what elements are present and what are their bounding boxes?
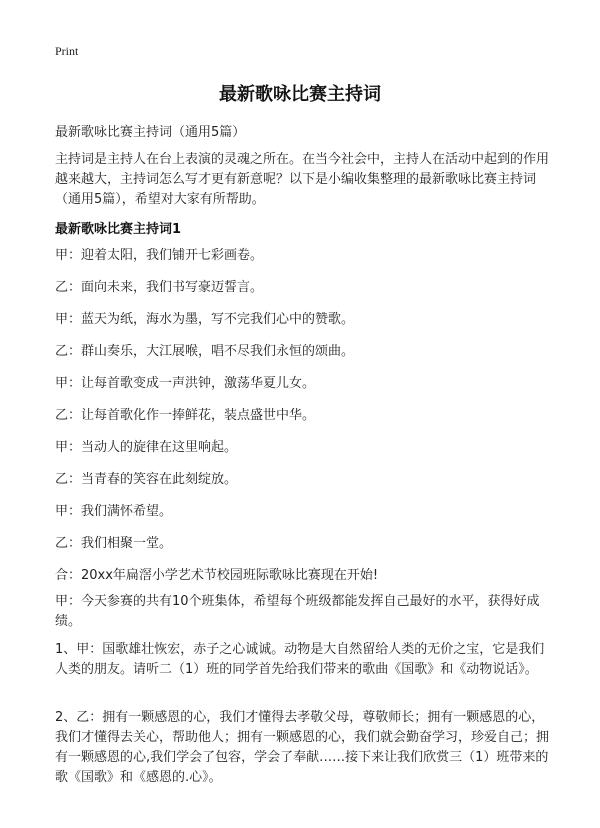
dialogue-line: 甲：让每首歌变成一声洪钟，激荡华夏儿女。 [55,376,316,391]
dialogue-line: 甲：蓝天为纸，海水为墨，写不完我们心中的赞歌。 [55,312,355,327]
section-heading: 最新歌咏比赛主持词1 [55,222,182,237]
dialogue-line: 甲：当动人的旋律在这里响起。 [55,440,238,455]
dialogue-line: 乙：当青春的笑容在此刻绽放。 [55,472,238,487]
paragraph: 甲：今天参赛的共有10个班集体，希望每个班级都能发挥自己最好的水平，获得好成绩。 [55,594,540,629]
intro-paragraph: 主持词是主持人在台上表演的灵魂之所在。在当今社会中，主持人在活动中起到的作用越来越大，主持词怎么写才更有新意呢？以下是小编收集整理的最新歌咏比赛主持词（通用5篇），希望对大家有所帮助。 [55,152,550,207]
print-label: Print [55,44,79,58]
dialogue-line: 甲：我们满怀希望。 [55,504,173,519]
dialogue-list [55,240,555,592]
dialogue-line: 乙：群山奏乐，大江展喉，唱不尽我们永恒的颂曲。 [55,344,355,359]
paragraph: 2、乙：拥有一颗感恩的心，我们才懂得去孝敬父母，尊敬师长；拥有一颗感恩的心，我们才懂得去关心，帮助他人；拥有一颗感恩的心，我们就会勤奋学习，珍爱自己；拥有一颗感恩的心,我们学会了包容，学会了奉献……接下来让我们欣赏三（1）班带来的歌《国歌》和《感恩的.心》。 [55,710,550,785]
dialogue-line: 乙：让每首歌化作一捧鲜花，装点盛世中华。 [55,408,316,423]
paragraph: 1、甲：国歌雄壮恢宏，赤子之心诚诚。动物是大自然留给人类的无价之宝，它是我们人类的朋友。请听二（1）班的同学首先给我们带来的歌曲《国歌》和《动物说话》。 [55,642,545,677]
dialogue-line: 合：20xx年扁滘小学艺术节校园班际歌咏比赛现在开始! [55,568,379,583]
document-subtitle: 最新歌咏比赛主持词（通用5篇） [55,125,246,140]
dialogue-line: 乙：面向未来，我们书写豪迈誓言。 [55,280,264,295]
dialogue-line: 甲：迎着太阳，我们铺开七彩画卷。 [55,248,264,263]
page-title: 最新歌咏比赛主持词 [219,84,381,105]
dialogue-line: 乙：我们相聚一堂。 [55,536,173,551]
